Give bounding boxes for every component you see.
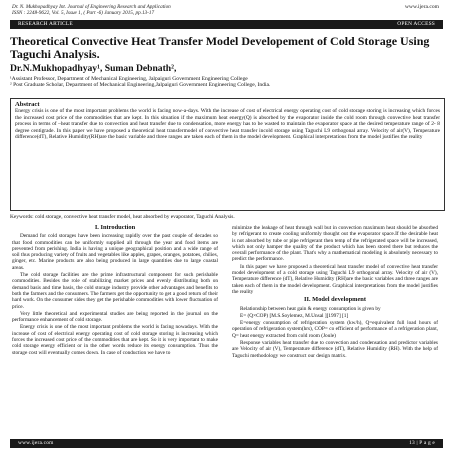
- citation-line-1: Dr. N. Mukhopadhyay Int. Journal of Engineering Research and Application: [12, 4, 171, 10]
- article-type-label: RESEARCH ARTICLE: [18, 21, 73, 28]
- body-paragraph: minimize the leakage of heat through wall but in convection maximum heat should be absorbed by refrigerant to create cooling uniformly thought out the evaporator space.If the desirable heat is not absorbed by tube or pipe refrigerant then temp of the refrigerated space will be increased, which not only hamper the quality of the product which has been stored there but reduces the overall performance of the plant. That's why a mathematical modeling is absolutely necessary to predict the performance.: [232, 225, 438, 263]
- citation-header: [12, 4, 171, 16]
- body-paragraph: In this paper we have proposed a theoretical heat transfer model of convective heat transfer model development of a cold storage using Taguchi L9 orthogonal array. Velocity of air (V), Temperature difference (dT), Relative Humidity (RH)are the basic variables and three ranges are taken each of them in the model development. Graphical interpretations from the model justifies the reality: [232, 263, 438, 295]
- left-column: [12, 225, 218, 357]
- affiliation-1: ¹Assistant Professor, Department of Mechanical Engineering, Jalpaiguri Government Engineering College: [10, 76, 248, 82]
- introduction-heading: I. Introduction: [94, 224, 136, 231]
- intro-paragraph: Demand for cold storages have been increasing rapidly over the past couple of decades so that food commodities can be uniformly supplied all through the year and food items are prevented from perishing. India is having a unique geographical position and a wide range of soil thus producing variety of fruits and vegetables like apples, grapes, oranges, potatoes, chilies, ginger, etc. Marine products are also being produced in large quantities due to large coastal areas.: [12, 233, 218, 271]
- footer-bar: [10, 439, 443, 448]
- journal-website[interactable]: www.ijera.com: [404, 4, 439, 10]
- abstract-box: [10, 98, 445, 211]
- article-type-bar: [10, 20, 443, 29]
- equation-line: E= (Q×COP) [M.S.Soylemez, M.Unsal ][1997] [1]: [240, 312, 349, 319]
- abstract-text: Energy crisis is one of the most important problems the world is facing now-a-days. With the increase of cost of electrical energy operating cost of cold storage storing is increasing which forces the increased cost price of the commodities that are kept. In this situation if the maximum heat energy(Q) is absorbed by the evaporator inside the cold room through convective heat transfer process in terms of –heat transfer due to convection and heat transfer due to condensation, more energy has to be wasted to maintain the evaporator space at the desired temperature range of 2- 8 degree centigrade. In this paper we have proposed a theoretical heat transfermodel of convective heat transfer incold storage using Taguchi L9 orthogonal array. Velocity of air(V), Temperature difference(dT), Relative Humidity(RH)are the basic variable and three ranges are taken each of them in the model development. Graphical interpretations from the model justifies the reality: [15, 108, 440, 141]
- intro-paragraph: Very little theoretical and experimental studies are being reported in the journal on the performance enhancement of cold storage.: [12, 310, 218, 324]
- intro-paragraph: The cold storage facilities are the prime infrastructural component for such perishable commodities. Besides the role of stabilizing market prices and evenly distributing both on demand basis and time basis, the cold storage industry provide other advantages and benefits to both the farmers and the consumers. The farmers get the opportunity to get a good return of their hard work. On the consumer sides they get the perishable commodities with lower fluctuation of price.: [12, 272, 218, 310]
- open-access-label: OPEN ACCESS: [397, 21, 435, 28]
- body-paragraph: Relationship between heat gain & energy consumption is given by: [240, 305, 381, 312]
- affiliation-2: ² Post Graduate Scholar, Department of Mechanical Engineering,Jalpaiguri Government Engineering College, India.: [10, 82, 271, 89]
- author-affiliations: [10, 76, 443, 89]
- paper-title: Theoretical Convective Heat Transfer Model Developement of Cold Storage Using Taguchi Analysis.: [10, 34, 430, 61]
- footer-website[interactable]: www.ijera.com: [18, 440, 54, 447]
- model-development-heading: II. Model development: [304, 296, 366, 304]
- page-number: 13 | P a g e: [409, 440, 435, 447]
- body-paragraph: E=energy consumption of refrigeration system (kw/h), Q=equivalent full load hours of operation of refrigeration system(hrs), COP= co efficient of performance of a refrigeration plant, Q= heat energy extracted from cold room (Joule): [232, 320, 438, 339]
- abstract-heading: Abstract: [15, 101, 40, 108]
- keywords: Keywords: cold storage, convective heat transfer model, heat absorbed by evaporator, Taguchi Analysis.: [10, 214, 235, 220]
- intro-paragraph: Energy crisis is one of the most important problems the world is facing nowadays. With the increase of cost of electrical energy operating cost of cold storage storing is increasing which forces the increased cost price of the commodities that are kept. So it is very important to make cold storage energy efficient or in the other words reduce its energy consumption. Thus the storage cost will eventually comes down. In case of conduction we have to: [12, 324, 218, 356]
- body-paragraph: Response variables heat transfer due to convection and condensation and predictor variables are Velocity of air (V), Temperature difference (dT), Relative Humidity (RH). With the help of Taguchi methodology we construct our design matrix.: [232, 340, 438, 359]
- citation-line-2: ISSN : 2248-9622, Vol. 5, Issue 1, ( Part -6) January 2015, pp.13-17: [12, 10, 155, 17]
- paper-authors: Dr.N.Mukhopadhyay¹, Suman Debnath²,: [10, 63, 177, 74]
- right-column: [232, 225, 438, 360]
